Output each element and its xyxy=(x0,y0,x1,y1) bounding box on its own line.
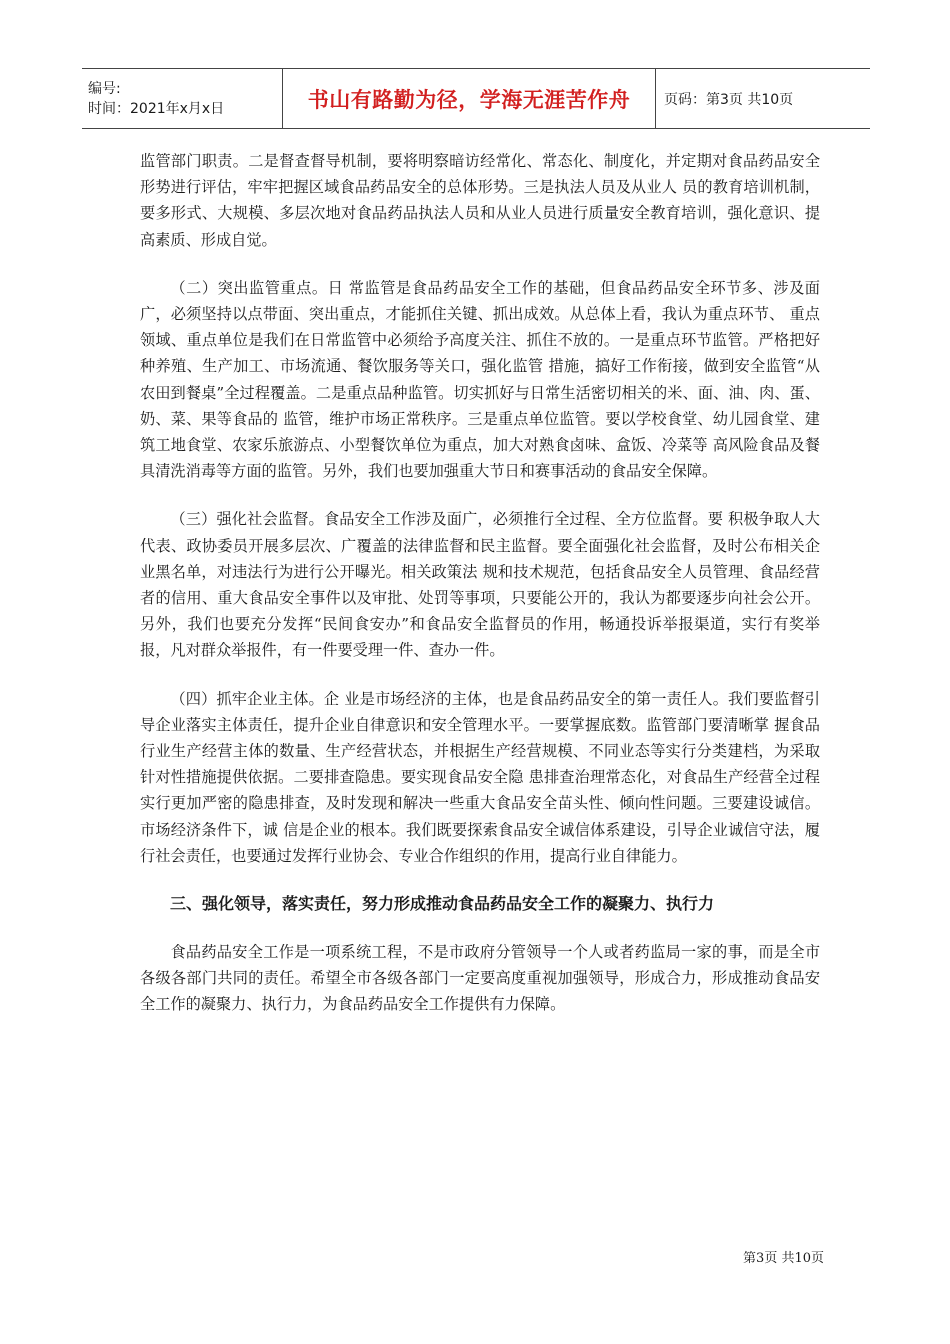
header-page-code: 页码：第3页 共10页 xyxy=(664,91,794,108)
paragraph-social-supervision: （三）强化社会监督。食品安全工作涉及面广，必须推行全过程、全方位监督。要 积极争取人大代表、政协委员开展多层次、广覆盖的法律监督和民主监督。要全面强化社会监督，及时公布相关企业黑名单，对违法行为进行公开曝光。相关政策法 规和技术规范，包括食品安全人员管理、食品经营者的信用、重大食品安全事件以及审批、处罚等事项，只要能公开的，我认为都要逐步向社会公开。另外，我们也要充分发挥“民间食安办”和食品安全监督员的作用，畅通投诉举报渠道，实行有奖举报，凡对群众举报件，有一件要受理一件、查办一件。 xyxy=(140,510,820,660)
paragraph-continued: 监管部门职责。二是督查督导机制，要将明察暗访经常化、常态化、制度化，并定期对食品药品安全形势进行评估，牢牢把握区域食品药品安全的总体形势。三是执法人员及从业人 员的教育培训机制，要多形式、大规模、多层次地对食品药品执法人员和从业人员进行质量安全教育培训，强化意识、提高素质、形成自觉。 xyxy=(140,152,820,249)
page-footer: 第3页 共10页 xyxy=(743,1251,824,1266)
header-page-cell xyxy=(656,69,870,128)
paragraph-leadership: 食品药品安全工作是一项系统工程，不是市政府分管领导一个人或者药监局一家的事，而是全市各级各部门共同的责任。希望全市各级各部门一定要高度重视加强领导，形成合力，形成推动食品安全工作的凝聚力、执行力，为食品药品安全工作提供有力保障。 xyxy=(140,943,820,1014)
header-meta-cell xyxy=(82,69,282,128)
document-header-table xyxy=(82,68,870,129)
document-date-label: 时间：2021年x月x日 xyxy=(88,100,225,117)
paragraph-focus-supervision: （二）突出监管重点。日 常监管是食品药品安全工作的基础，但食品药品安全环节多、涉及面广，必须坚持以点带面、突出重点，才能抓住关键、抓出成效。从总体上看，我认为重点环节、 重点领域、重点单位是我们在日常监管中必须给予高度关注、抓住不放的。一是重点环节监管。严格把好种养殖、生产加工、市场流通、餐饮服务等关口，强化监管 措施，搞好工作衔接，做到安全监管“从农田到餐桌”全过程覆盖。二是重点品种监管。切实抓好与日常生活密切相关的米、面、油、肉、蛋、奶、菜、果等食品的 监管，维护市场正常秩序。三是重点单位监管。要以学校食堂、幼儿园食堂、建筑工地食堂、农家乐旅游点、小型餐饮单位为重点，加大对熟食卤味、盒饭、冷菜等 高风险食品及餐具清洗消毒等方面的监管。另外，我们也要加强重大节日和赛事活动的食品安全保障。 xyxy=(140,278,820,481)
header-motto-cell xyxy=(282,69,656,128)
section-3-heading: 三、强化领导，落实责任，努力形成推动食品药品安全工作的凝聚力、执行力 xyxy=(170,894,715,914)
document-body xyxy=(140,148,820,1018)
header-motto: 书山有路勤为径，学海无涯苦作舟 xyxy=(307,87,631,112)
paragraph-enterprise-responsibility: （四）抓牢企业主体。企 业是市场经济的主体，也是食品药品安全的第一责任人。我们要监督引导企业落实主体责任，提升企业自律意识和安全管理水平。一要掌握底数。监管部门要清晰掌 握食品行业生产经营主体的数量、生产经营状态，并根据生产经营规模、不同业态等实行分类建档，为采取针对性措施提供依据。二要排查隐患。要实现食品安全隐 患排查治理常态化，对食品生产经营全过程实行更加严密的隐患排查，及时发现和解决一些重大食品安全苗头性、倾向性问题。三要建设诚信。市场经济条件下，诚 信是企业的根本。我们既要探索食品安全诚信体系建设，引导企业诚信守法，履行社会责任，也要通过发挥行业协会、专业合作组织的作用，提高行业自律能力。 xyxy=(140,689,820,865)
document-number-label: 编号: xyxy=(88,80,121,97)
